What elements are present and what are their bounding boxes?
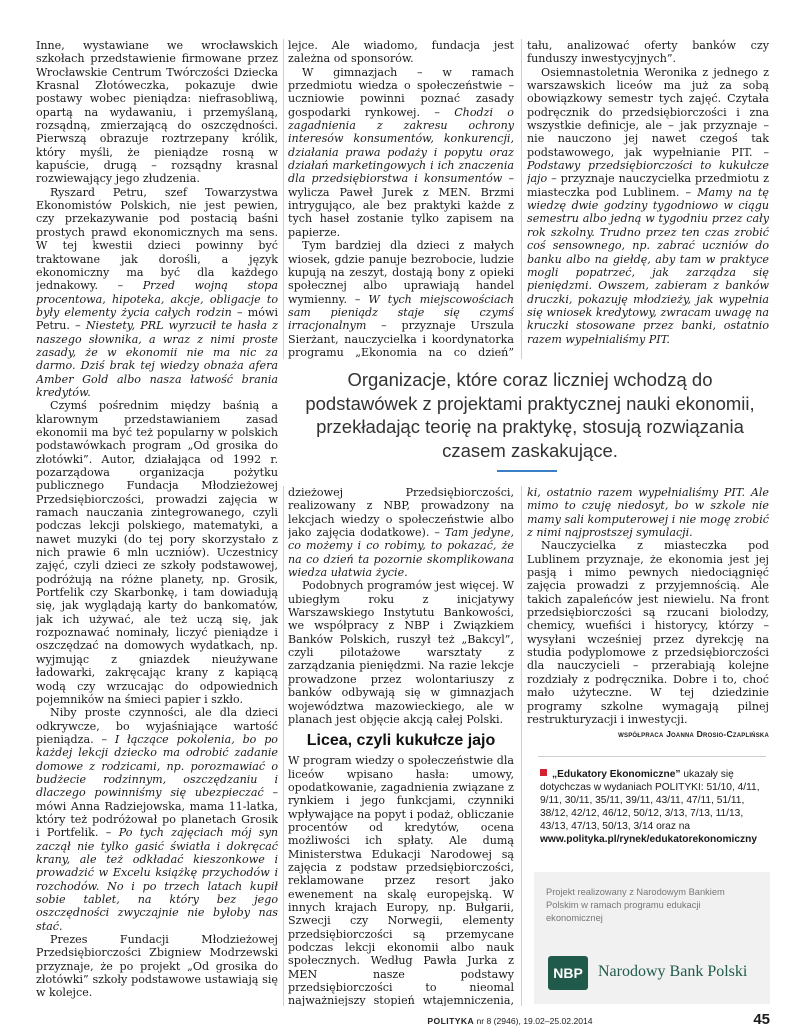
article-column-3	[527, 39, 769, 359]
column-divider	[521, 39, 522, 359]
edukatory-info-box	[540, 768, 765, 846]
nbp-caption: Projekt realizowany z Narodowym Bankiem Polskim w ramach programu edukacji ekonomicznej	[546, 887, 725, 923]
nbp-sponsor-box	[534, 872, 770, 1004]
red-square-icon	[540, 769, 547, 776]
paragraph: Podobnych programów jest więcej. W ubiegłym roku z inicjatywy Warszawskiego Instytutu Bankowości, we współpracy z NBP i Związkiem Banków Polskich, ruszył też „Bakcyl”, czyli pilotażowe warsztaty z zarządzania pieniędzmi. Na razie lekcje prowadzone przez wolontariuszy z banków odbywają się w gimnazjach województwa mazowieckiego, ale w planach jest objęcie akcją całej Polski.	[288, 579, 514, 726]
paragraph: W program wiedzy o społeczeństwie dla liceów wpisano hasła: umowy, opodatkowanie, zagadnienia związane z rynkiem i jego funkcjami, czynniki wpływające na popyt i podaż, obliczanie procentów od kredytów, ocena możliwości ich spłaty. Ale dumą Ministerstwa Edukacji Narodowej są zajęcia z podstaw przedsiębiorczości, reklamowane przez resort jako ewenement na skalę europejską. W innych krajach Europy, np. Bułgarii, Szwecji czy Norwegii, elementy przedsiębiorczości są przemycane podczas lekcji ekonomii albo nauk społecznych. Według Pawła Jurka z MEN nasze podstawy przedsiębiorczości to nieomal najważniejszy stopień wtajemniczenia,	[288, 754, 514, 1006]
paragraph: dzieżowej Przedsiębiorczości, realizowany z NBP, prowadzony na lekcjach wiedzy o społeczeństwie albo jako zajęcia dodatkowe). – Tam jedyne, co możemy i co robimy, to pokazać, że na co dzień ta pozornie skomplikowana wiedza ułatwia życie.	[288, 486, 514, 580]
footer-brand: POLITYKA	[427, 1016, 475, 1026]
article-text-block	[288, 486, 514, 726]
page-number: 45	[753, 1011, 770, 1028]
article-column-1	[36, 39, 278, 999]
article-column-2-lower	[288, 486, 514, 1006]
nbp-logo: NBP	[548, 956, 588, 990]
author-credit	[527, 728, 769, 741]
page-footer	[300, 1016, 720, 1026]
pull-quote: Organizacje, które coraz liczniej wchodzą do podstawówek z projektami praktycznej nauki ekonomii, przekładając teorię na praktykę, stosują rozwiązania czasem zaskakujące.	[305, 369, 755, 461]
paragraph: Osiemnastoletnia Weronika z jednego z warszawskich liceów ma już za sobą obowiązkowy semestr tych zajęć. Czytała podręcznik do przedsiębiorczości i zna wszystkie definicje, ale – jak przyznaje – nie nauczono jej nawet czegoś tak podstawowego, jak wypełnianie PIT. – Podstawy przedsiębiorczości to kukułcze jajo – przyznaje nauczycielka przedmiotu z miasteczka pod Lublinem. – Mamy na tę wiedzę dwie godziny tygodniowo w ciągu semestru albo jedną w tygodniu przez cały rok szkolny. Trudno przez ten czas zrobić coś sensownego, np. zabrać uczniów do banku albo na giełdę, aby tam w praktyce mogli popatrzeć, jak zarządza się pieniędzmi. Owszem, zabieram z banków druczki, pokazuję młodzieży, jak wypełnia się wniosek kredytowy, zwracam uwagę na kruczki stosowane przez banki, ostatnio razem wypełnialiśmy PIT.	[527, 65, 769, 346]
paragraph: Prezes Fundacji Młodzieżowej Przedsiębiorczości Zbigniew Modrzewski przyznaje, że po projekt „Od grosika do złotówki” szkoły podstawowe ustawiają się w kolejce.	[36, 933, 278, 999]
paragraph: Ryszard Petru, szef Towarzystwa Ekonomistów Polskich, nie jest pewien, czy przekazywanie pod postacią baśni prostych prawd ekonomicznych ma sens. W tej kwestii dzieci powinny być traktowane jak dorośli, a język ekonomiczny ma być dla każdego jednakowy. – Przed wojną stopa procentowa, hipoteka, akcje, obligacje to były elementy życia całych rodzin – mówi Petru. – Niestety, PRL wyrzucił te hasła z naszego słownika, a wraz z nimi proste zasady, że w ekonomii nie ma nic za darmo. Dziś brak tej wiedzy obnaża afera Amber Gold albo nasza łatwość brania kredytów.	[36, 185, 278, 399]
edu-box-title: „Edukatory Ekonomiczne”	[552, 769, 681, 780]
section-subheading: Licea, czyli kukułcze jajo	[306, 732, 496, 750]
article-text-block	[527, 486, 769, 726]
column-divider	[521, 486, 522, 1006]
edu-box-link[interactable]: www.polityka.pl/rynek/edukatorekonomiczny	[540, 834, 758, 845]
paragraph: Tym bardziej dla dzieci z małych wiosek, gdzie panuje bezrobocie, ludzie kupują na zeszyt, dostają bony z opieki społecznej albo uprawiają handel wymienny. – W tych miejscowościach sam pieniądz staje się czymś irracjonalnym – przyznaje Urszula Sierżant, nauczycielka i koordynatorka programu „Ekonomia na co dzień”	[288, 239, 514, 359]
nbp-name: Narodowy Bank Polski	[598, 963, 748, 980]
article-text-block	[288, 754, 514, 1006]
credit-name: Joanna Drosio-Czaplińska	[666, 729, 769, 740]
paragraph: Niby proste czynności, ale dla dzieci odkrywcze, bo wyjaśniające wartość pieniądza. – I łączące pokolenia, bo po każdej lekcji dziecko ma odrobić zadanie domowe z rodzicami, np. porozmawiać o budżecie rodzinnym, oszczędzaniu i dlaczego powinniśmy się ubezpieczać – mówi Anna Radziejowska, mama 11-latka, który też podróżował po planetach Grosik i Portfelik. – Po tych zajęciach mój syn zaczął nie tylko gasić światła i dokręcać krany, ale też odkładać kieszonkowe i prowadzić w Excelu książkę przychodów i rozchodów. No i po trzech latach kupił sobie tablet, na który bez jego oszczędności zwyczajnie nie byłoby nas stać.	[36, 706, 278, 933]
column-divider	[283, 39, 284, 359]
column-divider	[283, 486, 284, 1006]
footer-issue: nr 8 (2946), 19.02–25.02.2014	[476, 1016, 593, 1026]
paragraph: ki, ostatnio razem wypełnialiśmy PIT. Ale mimo to czuję niedosyt, bo w szkole nie mamy sali komputerowej i nie mogę zrobić z nimi najprostszej symulacji.	[527, 486, 769, 540]
paragraph: Nauczycielka z miasteczka pod Lublinem przyznaje, że ekonomia jest jej pasją i mimo pewnych niedociągnięć zajęcia prowadzi z przyjemnością. Ale takich zapaleńców jest niewielu. Na front przedsiębiorczości są rzucani biolodzy, chemicy, wuefiści i historycy, którzy – wysyłani wcześniej przez dyrekcję na studia podyplomowe z przedsiębiorczości dla nauczycieli – przerabiają kolejne rozdziały z podręcznika. Dobre i to, choć mało użyteczne. W tej dziedzinie programy szkolne wymagają pilnej restrukturyzacji i inwestycji.	[527, 539, 769, 726]
paragraph: Inne, wystawiane we wrocławskich szkołach przedstawienie firmowane przez Wrocławskie Centrum Twórczości Dziecka Krasnal Złotóweczka, pokazuje dwie postawy wobec pieniądza: niefrasobliwą, opartą na wydawaniu, i przemyślaną, rozsądną, zmierzającą do oszczędności. Pierwszą obrazuje roztrzepany królik, który myśli, że pieniądze rosną w kapuście, drugą – rozsądny krasnal rozwiewający jego złudzenia.	[36, 39, 278, 186]
box-divider	[538, 756, 766, 757]
paragraph: tału, analizować oferty banków czy funduszy inwestycyjnych”.	[527, 39, 769, 66]
paragraph: lejce. Ale wiadomo, fundacja jest zależna od sponsorów.	[288, 39, 514, 66]
pull-quote-accent-line	[497, 470, 557, 472]
article-column-3-lower	[527, 486, 769, 746]
edu-box-text: ukazały się dotychczas w wydaniach POLITYKI: 51/10, 4/11, 9/11, 30/11, 35/11, 39/11, 43/11, 47/11, 51/11, 38/12, 42/12, 46/12, 50/12, 3/13, 7/13, 11/13, 43/13, 47/13, 50/13, 3/14 oraz na	[540, 769, 760, 832]
paragraph: Czymś pośrednim między baśnią a klarownym przedstawianiem zasad ekonomii ma być też popularny w polskich podstawówkach program „Od grosika do złotówki”. Autor, działająca od 1992 r. pozarządowa organizacja pożytku publicznego Fundacja Młodzieżowej Przedsiębiorczości, prowadzi zajęcia w ramach nauczania zintegrowanego, czyli podczas lekcji polskiego, matematyki, a nawet muzyki (do tej pory skorzystało z nich prawie 6 mln uczniów). Uczestnicy zajęć, czyli dzieci ze szkoły podstawowej, podróżują na różne planety, np. Grosik, Portfelik czy Skarbonkę, i tam dowiadują się, jak wyglądają karty do bankomatów, jak ich używać, ale też uczą się, jak rozpoznawać nominały, liczyć pieniądze i oszczędzać na domowych wydatkach, np. wyjmując z gniazdek nieużywane ładowarki, zakręcając krany z kapiącą wodą czy wrzucając do odpowiednich pojemników na śmieci papier i szkło.	[36, 399, 278, 706]
credit-prefix: współpraca	[618, 729, 664, 740]
article-column-2	[288, 39, 514, 359]
paragraph: W gimnazjach – w ramach przedmiotu wiedza o społeczeństwie – uczniowie powinni poznać zasady gospodarki rynkowej. – Chodzi o zagadnienia z zakresu ochrony interesów konsumentów, konkurencji, działania prawa podaży i popytu oraz działań marketingowych i ich znaczenia dla przedsiębiorstwa i konsumentów – wylicza Paweł Jurek z MEN. Brzmi intrygująco, ale bez praktyki każde z tych haseł zostanie tylko zapisem na papierze.	[288, 65, 514, 239]
